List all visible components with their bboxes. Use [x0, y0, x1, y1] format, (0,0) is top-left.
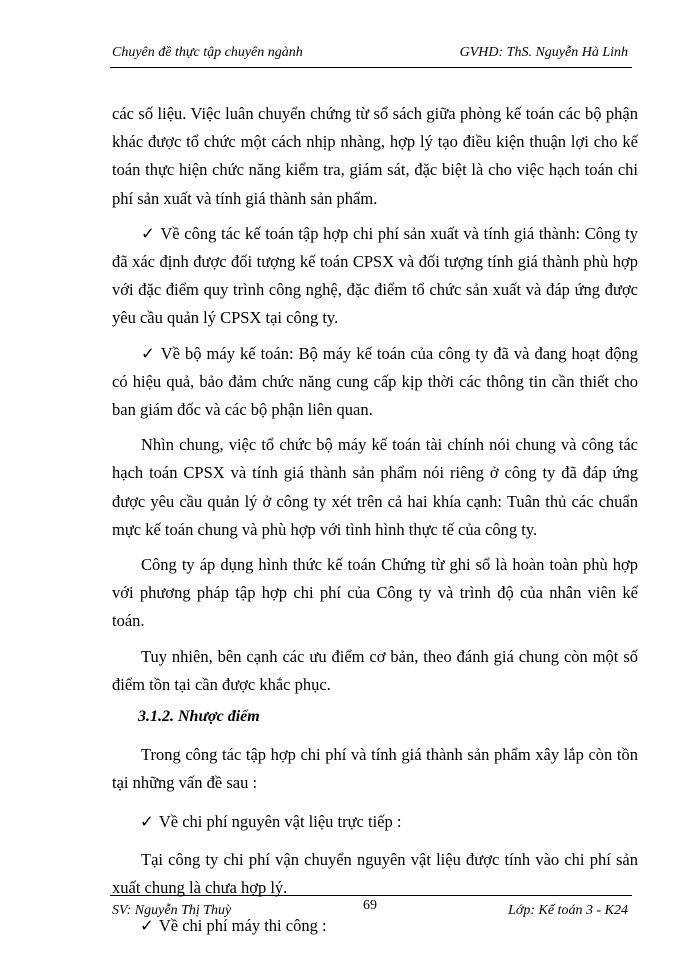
header-course-title: Chuyên đề thực tập chuyên ngành	[112, 45, 303, 60]
paragraph: Tuy nhiên, bên cạnh các ưu điểm cơ bản, theo đánh giá chung còn một số điểm tồn tại cần được khắc phục.	[112, 646, 638, 694]
checkmark-icon: ✓	[141, 223, 156, 243]
page-header	[110, 43, 632, 68]
bullet-paragraph	[112, 808, 638, 836]
section-heading: 3.1.2. Nhược điểm	[138, 708, 260, 726]
paragraph: Tại công ty chi phí vận chuyển nguyên vật liệu được tính vào chi phí sản xuất chung là chưa hợp lý.	[112, 849, 638, 898]
checkmark-icon: ✓	[140, 916, 154, 936]
header-supervisor: GVHD: ThS. Nguyễn Hà Linh	[459, 45, 628, 60]
paragraph-text: Về công tác kế toán tập hợp chi phí sản xuất và tính giá thành: Công ty đã xác định được đối tượng kế toán CPSX và đối tượng tính giá thành phù hợp với đặc điểm quy trình công nghệ, đặc điểm tổ chức sản xuất và đáp ứng được yêu cầu quản lý CPSX tại công ty.	[112, 223, 638, 328]
checkmark-icon: ✓	[141, 343, 156, 363]
footer-class: Lớp: Kế toán 3 - K24	[508, 903, 628, 918]
paragraph: Công ty áp dụng hình thức kế toán Chứng từ ghi sổ là hoàn toàn phù hợp với phương pháp tập hợp chi phí của Công ty và trình độ của nhân viên kế toán.	[112, 555, 638, 631]
paragraph: Nhìn chung, việc tổ chức bộ máy kế toán tài chính nói chung và công tác hạch toán CPSX và tính giá thành sản phẩm nói riêng ở công ty đã đáp ứng được yêu cầu quản lý ở công ty xét trên cả hai khía cạnh: Tuân thủ các chuẩn mực kế toán chung và phù hợp với tình hình thực tế của công ty.	[112, 435, 638, 539]
footer-student: SV: Nguyễn Thị Thuỳ	[112, 903, 232, 918]
page-footer	[110, 895, 632, 924]
bullet-paragraph	[112, 220, 638, 333]
page-body	[112, 100, 638, 950]
paragraph-text: Về bộ máy kế toán: Bộ máy kế toán của công ty đã và đang hoạt động có hiệu quả, bảo đảm chức năng cung cấp kịp thời các thông tin cần thiết cho ban giám đốc và các bộ phận liên quan.	[112, 343, 638, 420]
paragraph-text: Về chi phí nguyên vật liệu trực tiếp :	[158, 811, 402, 831]
paragraph-text: Về chi phí máy thi công :	[158, 916, 327, 936]
paragraph: Trong công tác tập hợp chi phí và tính giá thành sản phẩm xây lắp còn tồn tại những vấn đề sau :	[112, 745, 638, 793]
checkmark-icon: ✓	[140, 811, 154, 831]
paragraph: các số liệu. Việc luân chuyển chứng từ sổ sách giữa phòng kế toán các bộ phận khác được tổ chức một cách nhịp nhàng, hợp lý tạo điều kiện thuận lợi cho kế toán thực hiện chức năng kiểm tra, giám sát, đặc biệt là cho việc hạch toán chi phí sản xuất và tính giá thành sản phẩm.	[112, 104, 638, 208]
page-number: 69	[363, 898, 377, 913]
bullet-paragraph	[112, 340, 638, 425]
